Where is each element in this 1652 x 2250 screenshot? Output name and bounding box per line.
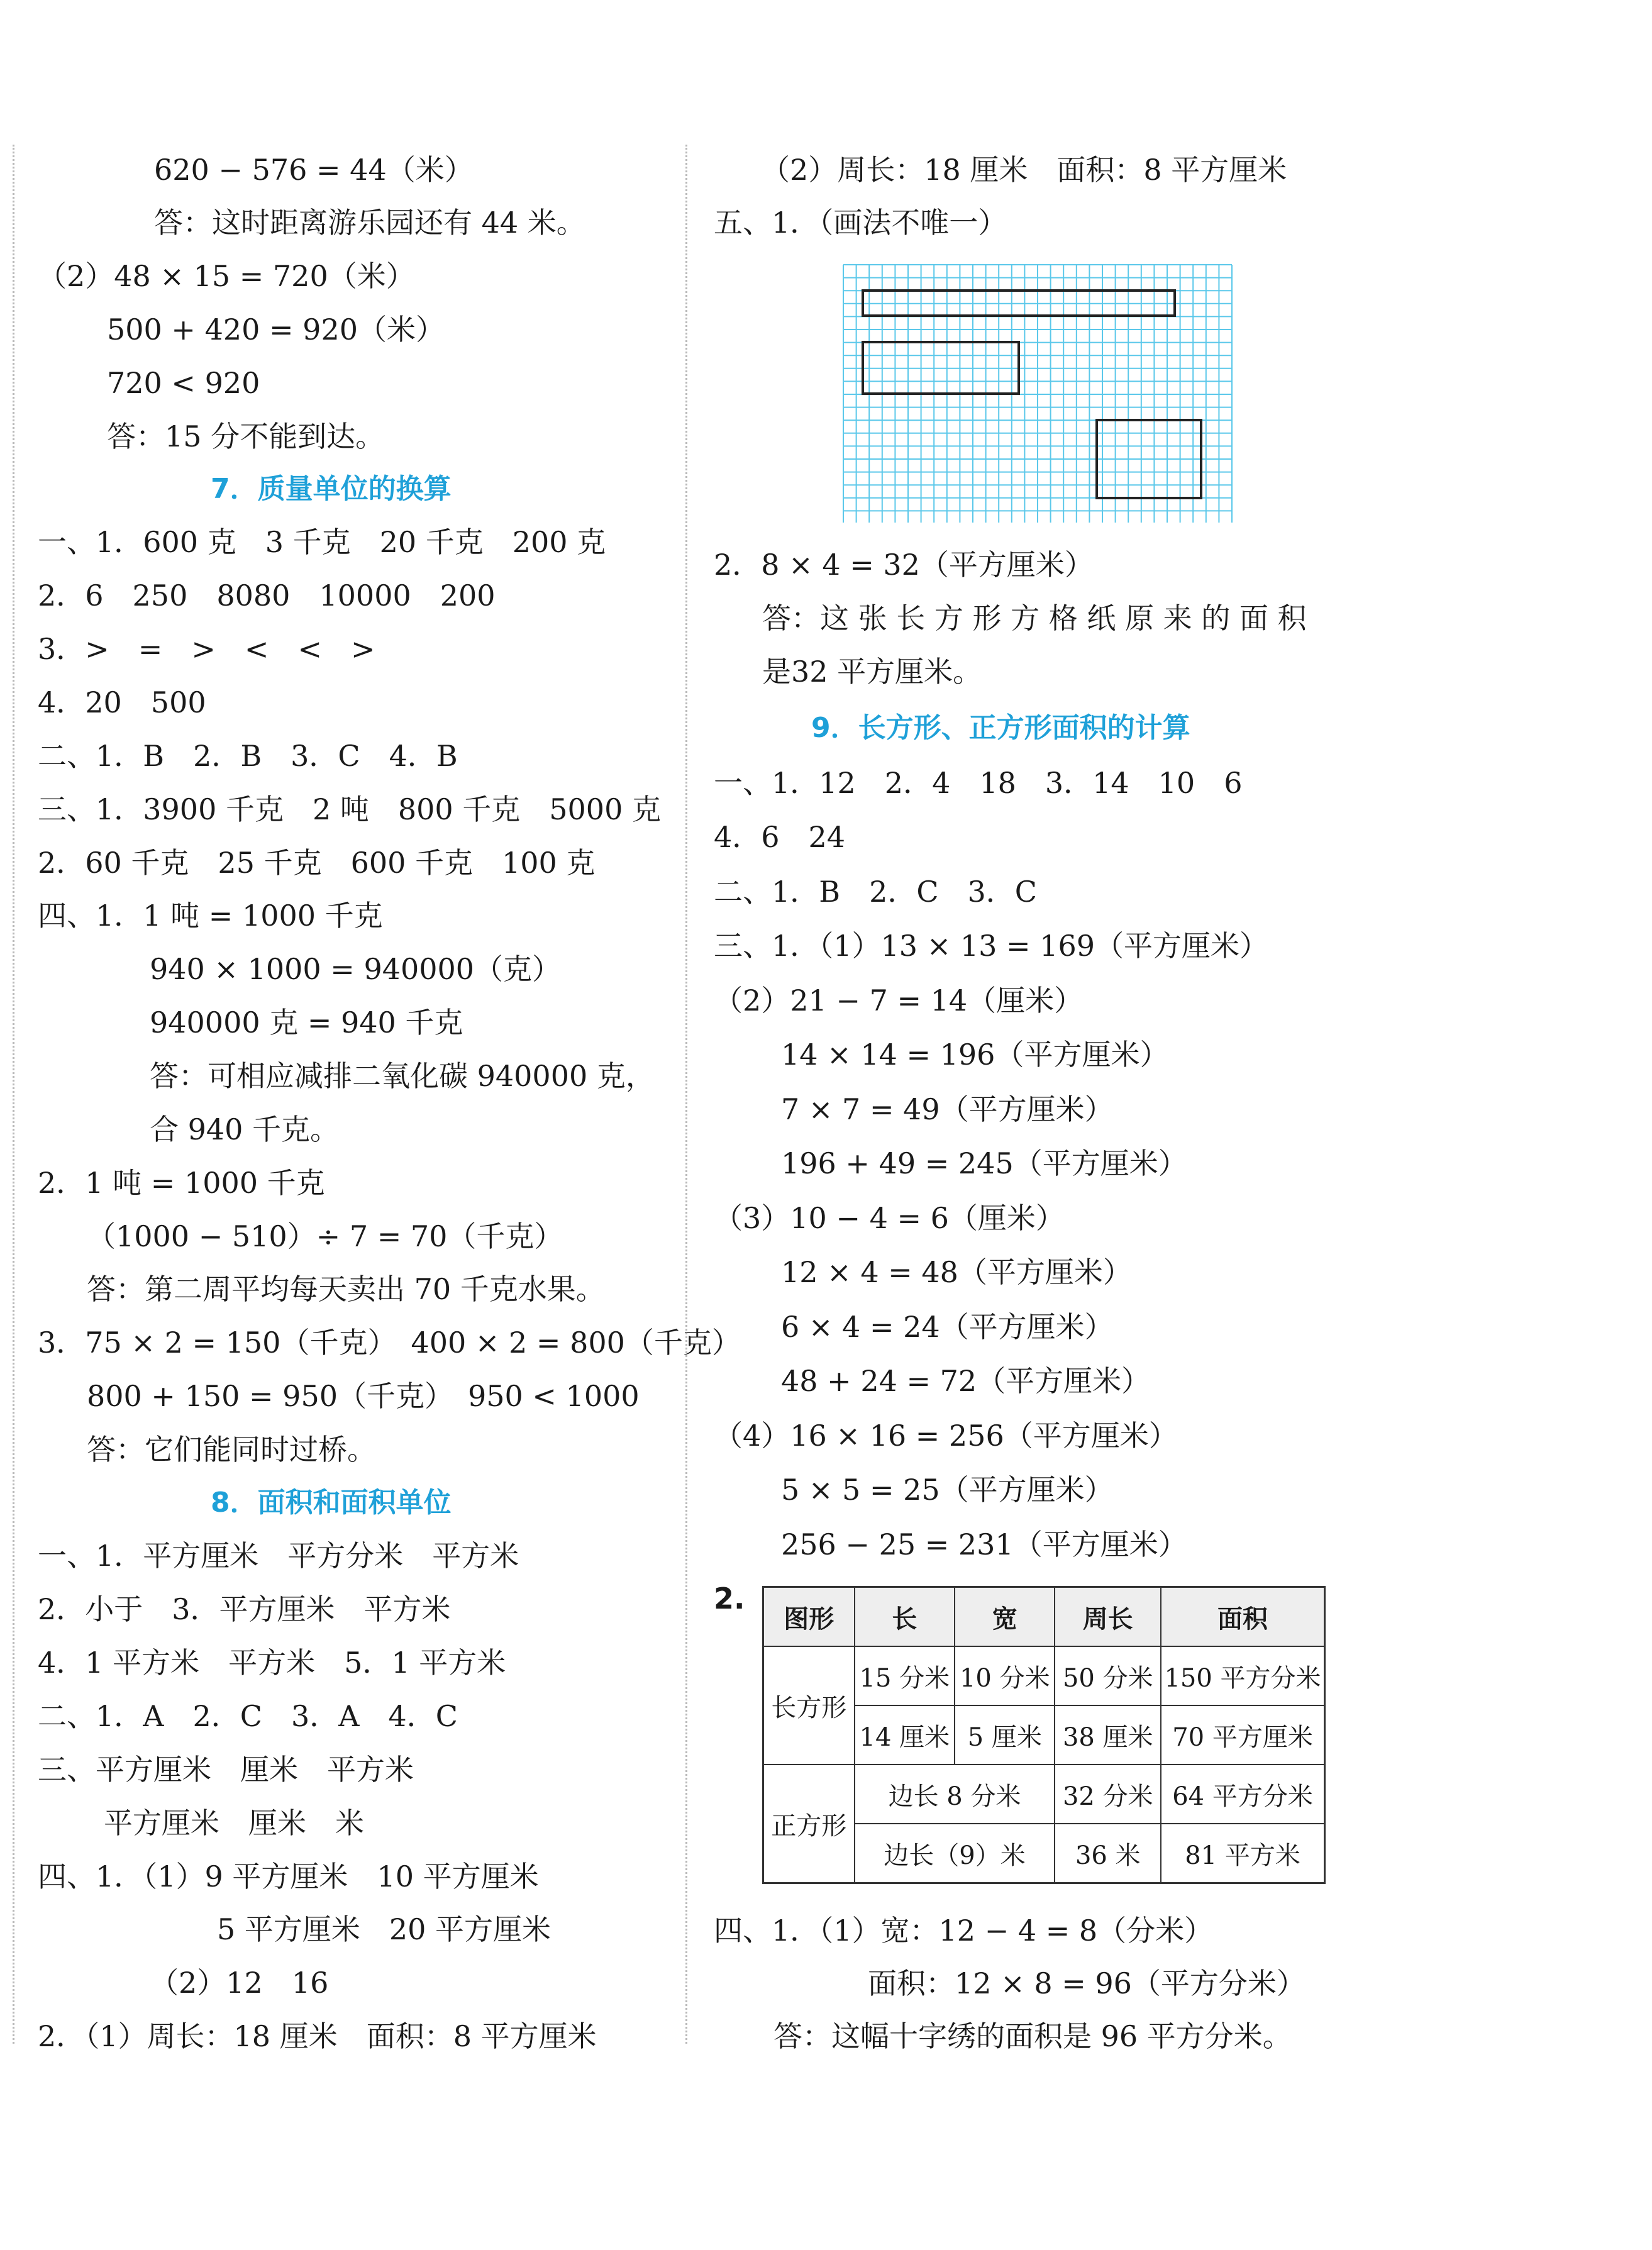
line: （3）10 − 4 = 6（厘米） [714,1201,1065,1235]
table-header-row [763,1587,1325,1647]
table-cell: 5 厘米 [955,1705,1055,1765]
table-cell: 边长（9）米 [855,1824,1055,1883]
line: 三、平方厘米 厘米 平方米 [38,1753,414,1787]
section-heading-9: 9．长方形、正方形面积的计算 [811,712,1190,744]
table-cell-shape: 长方形 [763,1646,855,1765]
line: 五、1．（画法不唯一） [714,206,1007,240]
line: 三、1．（1）13 × 13 = 169（平方厘米） [714,929,1268,963]
left-margin-divider [13,145,14,2044]
line: 4．1 平方米 平方米 5．1 平方米 [38,1646,506,1680]
line: 答：这时距离游乐园还有 44 米。 [154,206,585,240]
line: 940000 克 = 940 千克 [150,1006,463,1039]
line: 12 × 4 = 48（平方厘米） [781,1255,1132,1289]
line: 答：可相应减排二氧化碳 940000 克， [150,1059,655,1093]
line: 合 940 千克。 [150,1112,340,1146]
line: 二、1．B 2．C 3．C [714,875,1037,909]
line: 2. [714,1582,745,1615]
table-cell: 38 厘米 [1055,1705,1161,1765]
line: 800 + 150 = 950（千克） 950 < 1000 [87,1379,640,1413]
line: （1000 − 510）÷ 7 = 70（千克） [87,1219,563,1253]
line: 平方厘米 厘米 米 [104,1806,364,1840]
table-header: 长 [855,1587,955,1647]
line: 4．6 24 [714,820,846,854]
table-header: 宽 [955,1587,1055,1647]
line: （4）16 × 16 = 256（平方厘米） [714,1419,1178,1453]
line: 6 × 4 = 24（平方厘米） [781,1310,1114,1344]
line: 196 + 49 = 245（平方厘米） [781,1146,1187,1180]
line: 答：第二周平均每天卖出 70 千克水果。 [87,1272,605,1306]
table-cell: 50 分米 [1055,1646,1161,1705]
table-header: 图形 [763,1587,855,1647]
table-cell: 70 平方厘米 [1161,1705,1324,1765]
section-heading-7: 7．质量单位的换算 [211,473,452,505]
table-row [763,1646,1325,1705]
rectangle-square-table [762,1586,1326,1884]
line: 2．6 250 8080 10000 200 [38,579,496,612]
line: 620 − 576 = 44（米） [154,153,474,187]
line: 3．75 × 2 = 150（千克） 400 × 2 = 800（千克） [38,1326,741,1360]
grid-paper-drawing [843,264,1233,523]
line: 256 − 25 = 231（平方厘米） [781,1527,1187,1561]
line: 答：它们能同时过桥。 [87,1433,376,1466]
line: 一、1．12 2．4 18 3．14 10 6 [714,766,1243,800]
line: 答：这幅十字绣的面积是 96 平方分米。 [773,2019,1292,2053]
table-cell: 15 分米 [855,1646,955,1705]
line: 二、1．A 2．C 3．A 4．C [38,1699,458,1733]
column-divider [685,145,687,2044]
section-heading-8: 8．面积和面积单位 [211,1487,452,1519]
table-cell: 边长 8 分米 [855,1765,1055,1824]
line: 7 × 7 = 49（平方厘米） [781,1092,1114,1126]
line: 四、1．1 吨 = 1000 千克 [38,899,383,933]
line: 四、1．（1）9 平方厘米 10 平方厘米 [38,1859,539,1893]
line: 三、1．3900 千克 2 吨 800 千克 5000 克 [38,792,661,826]
table-cell: 36 米 [1055,1824,1161,1883]
line: 2．60 千克 25 千克 600 千克 100 克 [38,846,596,880]
line: 5 平方厘米 20 平方厘米 [217,1912,552,1946]
line: 2．小于 3．平方厘米 平方米 [38,1592,451,1626]
line: 答：这 张 长 方 形 方 格 纸 原 来 的 面 积 [762,601,1307,635]
line: 14 × 14 = 196（平方厘米） [781,1038,1169,1072]
line: 是32 平方厘米。 [762,655,982,689]
line: 48 + 24 = 72（平方厘米） [781,1364,1151,1398]
table-cell: 64 平方分米 [1161,1765,1324,1824]
table-cell-shape: 正方形 [763,1765,855,1883]
line: 940 × 1000 = 940000（克） [150,952,562,986]
line: 500 + 420 = 920（米） [107,313,445,346]
line: （2）21 − 7 = 14（厘米） [714,984,1084,1017]
line: 3．> = > < < > [38,632,375,666]
line: 5 × 5 = 25（平方厘米） [781,1473,1114,1507]
line: 720 < 920 [107,366,260,400]
table-header: 面积 [1161,1587,1324,1647]
line: 一、1．600 克 3 千克 20 千克 200 克 [38,525,606,559]
table-cell: 81 平方米 [1161,1824,1324,1883]
line: 二、1．B 2．B 3．C 4．B [38,739,458,773]
line: （2）12 16 [150,1966,329,2000]
table-cell: 14 厘米 [855,1705,955,1765]
line: 一、1．平方厘米 平方分米 平方米 [38,1539,519,1573]
line: 4．20 500 [38,685,206,719]
line: 2．8 × 4 = 32（平方厘米） [714,548,1094,582]
table-header: 周长 [1055,1587,1161,1647]
line: 答：15 分不能到达。 [107,419,385,453]
line: （2）周长：18 厘米 面积：8 平方厘米 [761,153,1287,187]
table-row [763,1765,1325,1824]
line: （2）48 × 15 = 720（米） [38,259,415,293]
line: 四、1．（1）宽：12 − 4 = 8（分米） [714,1914,1214,1948]
line: 2．1 吨 = 1000 千克 [38,1166,325,1200]
line: 面积：12 × 8 = 96（平方分米） [868,1966,1306,2000]
table-cell: 150 平方分米 [1161,1646,1324,1705]
table-cell: 10 分米 [955,1646,1055,1705]
table-cell: 32 分米 [1055,1765,1161,1824]
line: 2．（1）周长：18 厘米 面积：8 平方厘米 [38,2019,597,2053]
